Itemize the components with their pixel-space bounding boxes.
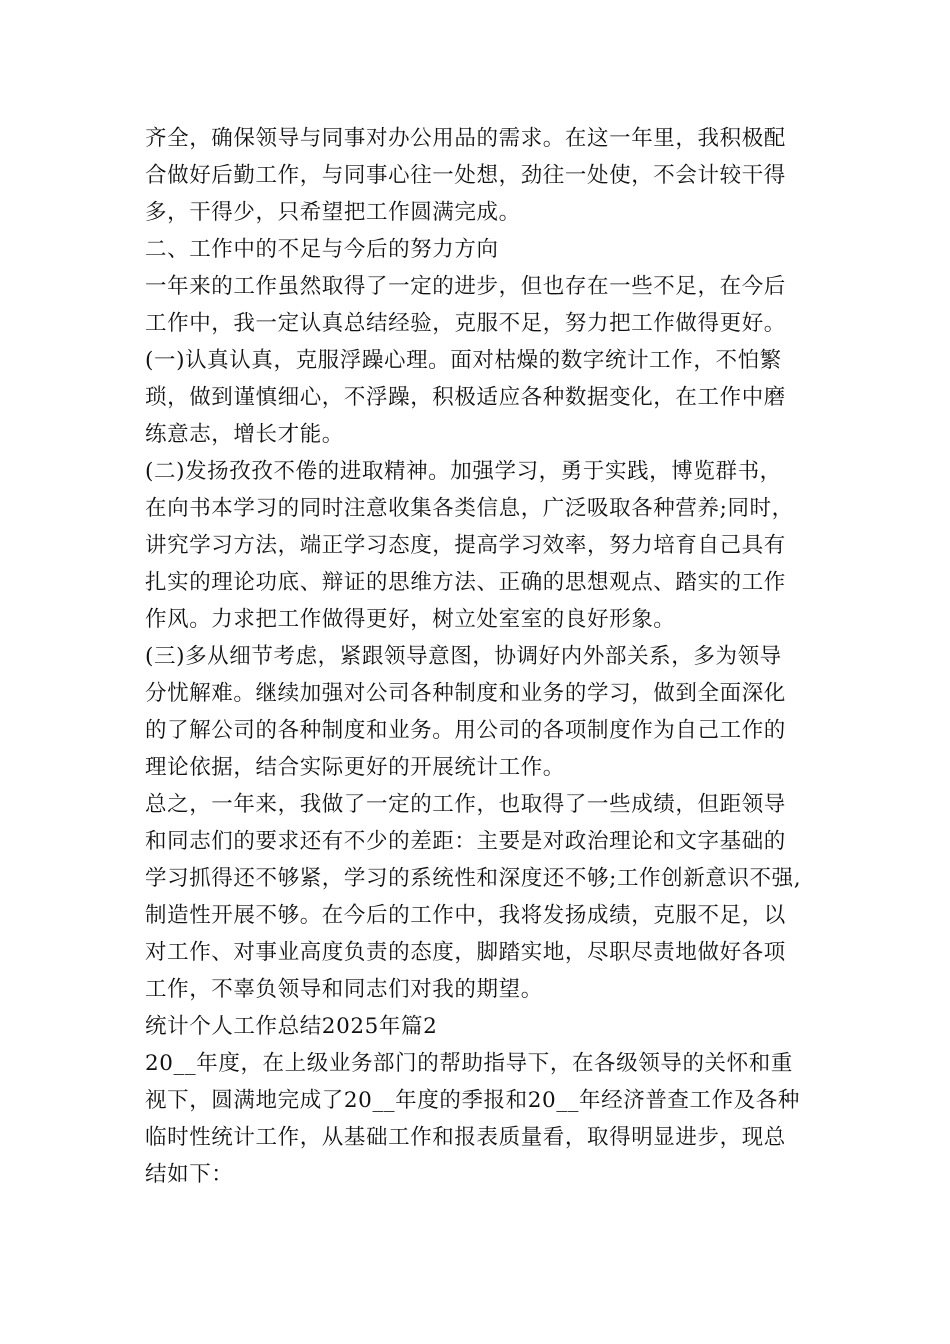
text-line: 临时性统计工作，从基础工作和报表质量看，取得明显进步，现总 [145, 1125, 786, 1150]
text-line: 工作中，我一定认真总结经验，克服不足，努力把工作做得更好。 [145, 311, 786, 336]
text-line: 在向书本学习的同时注意收集各类信息，广泛吸取各种营养;同时， [145, 496, 794, 521]
text-line: 20__年度，在上级业务部门的帮助指导下，在各级领导的关怀和重 [145, 1051, 793, 1076]
text-line: 学习抓得还不够紧，学习的系统性和深度还不够;工作创新意识不强, [145, 866, 802, 891]
text-line: 和同志们的要求还有不少的差距：主要是对政治理论和文字基础的 [145, 829, 786, 854]
text-line: 作风。力求把工作做得更好，树立处室室的良好形象。 [145, 607, 676, 632]
text-line: 结如下： [145, 1162, 234, 1187]
text-line: 视下，圆满地完成了20__年度的季报和20__年经济普查工作及各种 [145, 1088, 801, 1113]
text-line: 合做好后勤工作，与同事心往一处想，劲往一处使，不会计较干得 [145, 163, 786, 188]
text-line: (三)多从细节考虑，紧跟领导意图，协调好内外部关系，多为领导 [145, 644, 782, 669]
section-heading: 二、工作中的不足与今后的努力方向 [145, 237, 499, 262]
text-line: 扎实的理论功底、辩证的思维方法、正确的思想观点、踏实的工作 [145, 570, 786, 595]
text-line: 讲究学习方法，端正学习态度，提高学习效率，努力培育自己具有 [145, 533, 786, 558]
document-body [145, 120, 835, 1193]
text-line: 齐全，确保领导与同事对办公用品的需求。在这一年里，我积极配 [145, 126, 786, 151]
text-line: 理论依据，结合实际更好的开展统计工作。 [145, 755, 565, 780]
text-line: 练意志，增长才能。 [145, 422, 344, 447]
text-line: 制造性开展不够。在今后的工作中，我将发扬成绩，克服不足，以 [145, 903, 786, 928]
text-line: 工作，不辜负领导和同志们对我的期望。 [145, 977, 543, 1002]
text-line: 总之，一年来，我做了一定的工作，也取得了一些成绩，但距领导 [145, 792, 786, 817]
text-line: (一)认真认真，克服浮躁心理。面对枯燥的数字统计工作，不怕繁 [145, 348, 782, 373]
text-line: 多，干得少，只希望把工作圆满完成。 [145, 200, 521, 225]
text-line: 琐，做到谨慎细心，不浮躁，积极适应各种数据变化，在工作中磨 [145, 385, 786, 410]
text-line: 一年来的工作虽然取得了一定的进步，但也存在一些不足，在今后 [145, 274, 786, 299]
section-title: 统计个人工作总结2025年篇2 [145, 1014, 438, 1039]
text-line: 对工作、对事业高度负责的态度，脚踏实地，尽职尽责地做好各项 [145, 940, 786, 965]
text-line: (二)发扬孜孜不倦的进取精神。加强学习，勇于实践，博览群书， [145, 459, 782, 484]
text-line: 分忧解难。继续加强对公司各种制度和业务的学习，做到全面深化 [145, 681, 786, 706]
text-line: 的了解公司的各种制度和业务。用公司的各项制度作为自己工作的 [145, 718, 786, 743]
